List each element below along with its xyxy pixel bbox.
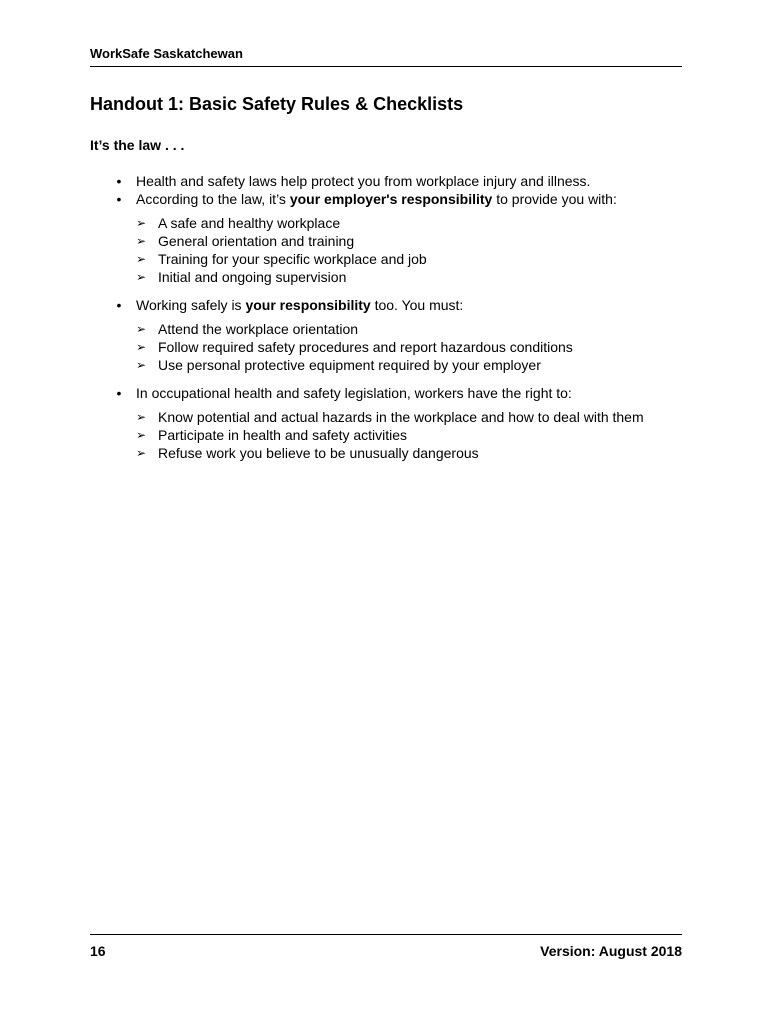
sub-item	[136, 444, 682, 462]
bullet-text-post: too. You must:	[370, 297, 464, 313]
org-name: WorkSafe Saskatchewan	[90, 46, 243, 61]
sub-item	[136, 356, 682, 374]
sub-item	[136, 250, 682, 268]
sub-item-text: Initial and ongoing supervision	[158, 269, 347, 285]
sub-item	[136, 232, 682, 250]
sub-item-text: Refuse work you believe to be unusually dangerous	[158, 445, 479, 461]
bullet-item-laws	[90, 172, 682, 190]
sub-item-text: Know potential and actual hazards in the workplace and how to deal with them	[158, 409, 644, 425]
sub-item-text: Participate in health and safety activities	[158, 427, 408, 443]
sub-item-text: General orientation and training	[158, 233, 355, 249]
bullet-item-employer	[90, 190, 682, 286]
bullet-text: In occupational health and safety legislation, workers have the right to:	[136, 385, 572, 401]
arrow-icon: ➢	[136, 270, 147, 284]
bullet-icon: •	[116, 297, 122, 313]
sub-item	[136, 426, 682, 444]
bullet-item-rights	[90, 384, 682, 462]
page-header	[90, 46, 682, 67]
sub-item	[136, 338, 682, 356]
handout-title: Handout 1: Basic Safety Rules & Checklists	[90, 94, 464, 114]
bullet-text-pre: Working safely is	[136, 297, 246, 313]
bullet-icon: •	[116, 173, 122, 189]
arrow-icon: ➢	[136, 252, 147, 266]
bullet-list	[90, 172, 682, 462]
version-label: Version: August 2018	[540, 943, 682, 959]
sub-item-text: Attend the workplace orientation	[158, 321, 359, 337]
sub-list-employer	[136, 214, 682, 286]
sub-item-text: Follow required safety procedures and report hazardous conditions	[158, 339, 573, 355]
sub-item	[136, 408, 682, 426]
sub-item	[136, 268, 682, 286]
sub-item	[136, 320, 682, 338]
bullet-item-worker	[90, 296, 682, 374]
bullet-text-pre: According to the law, it’s	[136, 191, 290, 207]
sub-list-worker	[136, 320, 682, 374]
bullet-text-bold: your responsibility	[245, 297, 371, 313]
arrow-icon: ➢	[136, 322, 147, 336]
sub-item-text: Training for your specific workplace and job	[158, 251, 427, 267]
sub-item	[136, 214, 682, 232]
page-number: 16	[90, 943, 106, 959]
section-subheading: It’s the law . . .	[90, 137, 185, 153]
bullet-text	[136, 297, 463, 313]
arrow-icon: ➢	[136, 358, 147, 372]
bullet-icon: •	[116, 191, 122, 207]
bullet-icon: •	[116, 385, 122, 401]
arrow-icon: ➢	[136, 234, 147, 248]
arrow-icon: ➢	[136, 410, 147, 424]
bullet-text	[136, 191, 617, 207]
page-footer	[90, 934, 682, 960]
main-content	[90, 172, 682, 462]
bullet-text-bold: your employer's responsibility	[289, 191, 493, 207]
arrow-icon: ➢	[136, 216, 147, 230]
arrow-icon: ➢	[136, 446, 147, 460]
sub-item-text: A safe and healthy workplace	[158, 215, 341, 231]
bullet-text: Health and safety laws help protect you from workplace injury and illness.	[136, 173, 591, 189]
sub-list-rights	[136, 408, 682, 462]
arrow-icon: ➢	[136, 428, 147, 442]
sub-item-text: Use personal protective equipment required by your employer	[158, 357, 541, 373]
bullet-text-post: to provide you with:	[492, 191, 617, 207]
arrow-icon: ➢	[136, 340, 147, 354]
